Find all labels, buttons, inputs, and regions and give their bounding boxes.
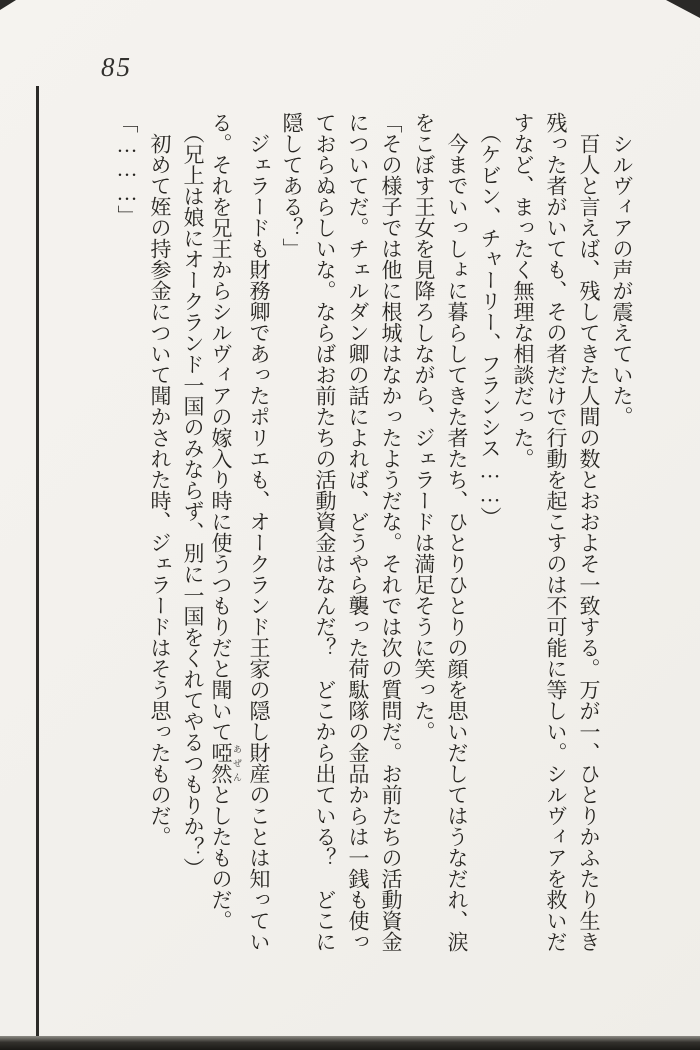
text-line-2: 百人と言えば、残してきた人間の数とおおよそ一致する。万が一、ひとりかふたり生き xyxy=(577,112,601,952)
text-line-11: 隠してある？」 xyxy=(280,112,304,259)
scan-corner-mark-top-right xyxy=(666,0,700,18)
scan-edge-bottom xyxy=(0,1036,700,1050)
page-number: 85 xyxy=(101,52,132,82)
text-line-6: 今までいっしょに暮らしてきた者たち、ひとりひとりの顔を思いだしてはうなだれ、涙 xyxy=(445,112,469,952)
text-line-7: をこぼす王女を見降ろしながら、ジェラードは満足そうに笑った。 xyxy=(412,112,436,742)
text-segment: る。それを兄王からシルヴィアの嫁入り時に使うつもりだと聞いて xyxy=(209,112,233,742)
text-body xyxy=(110,112,638,960)
furigana-reading: あぜん xyxy=(232,742,242,784)
text-line-10: ておらぬらしいな。ならばお前たちの活動資金はなんだ？ どこから出ている？ どこに xyxy=(313,112,337,952)
page-border-line xyxy=(36,86,39,1038)
text-line-15: 初めて姪の持参金について聞かされた時、ジェラードはそう思ったものだ。 xyxy=(148,112,172,847)
text-line-16: 「………」 xyxy=(115,112,139,226)
text-line-13 xyxy=(209,112,242,960)
text-segment: としたものだ。 xyxy=(209,784,233,931)
text-line-12: ジェラードも財務卿であったポリエも、オークランド王家の隠し財産のことは知ってい xyxy=(247,112,271,952)
text-line-1: シルヴィアの声が震えていた。 xyxy=(610,112,634,427)
scan-corner-mark-top-left xyxy=(0,0,16,10)
text-line-8: 「その様子では他に根城はなかったようだな。それでは次の質問だ。お前たちの活動資金 xyxy=(379,112,403,952)
text-line-4: すなど、まったく無理な相談だった。 xyxy=(511,112,535,469)
text-line-14: （兄上は娘にオークランド一国のみならず、別に一国をくれてやるつもりか？） xyxy=(181,112,205,879)
text-line-3: 残った者がいても、その者だけで行動を起こすのは不可能に等しい。シルヴィアを救いだ xyxy=(544,112,568,952)
furigana-base: 啞然 xyxy=(209,742,233,784)
text-line-5: （ケビン、チャーリー、フランシス……） xyxy=(478,112,502,528)
text-line-9: についてだ。チェルダン卿の話によれば、どうやら襲った荷駄隊の金品からは一銭も使っ xyxy=(346,112,370,952)
furigana xyxy=(209,742,242,784)
